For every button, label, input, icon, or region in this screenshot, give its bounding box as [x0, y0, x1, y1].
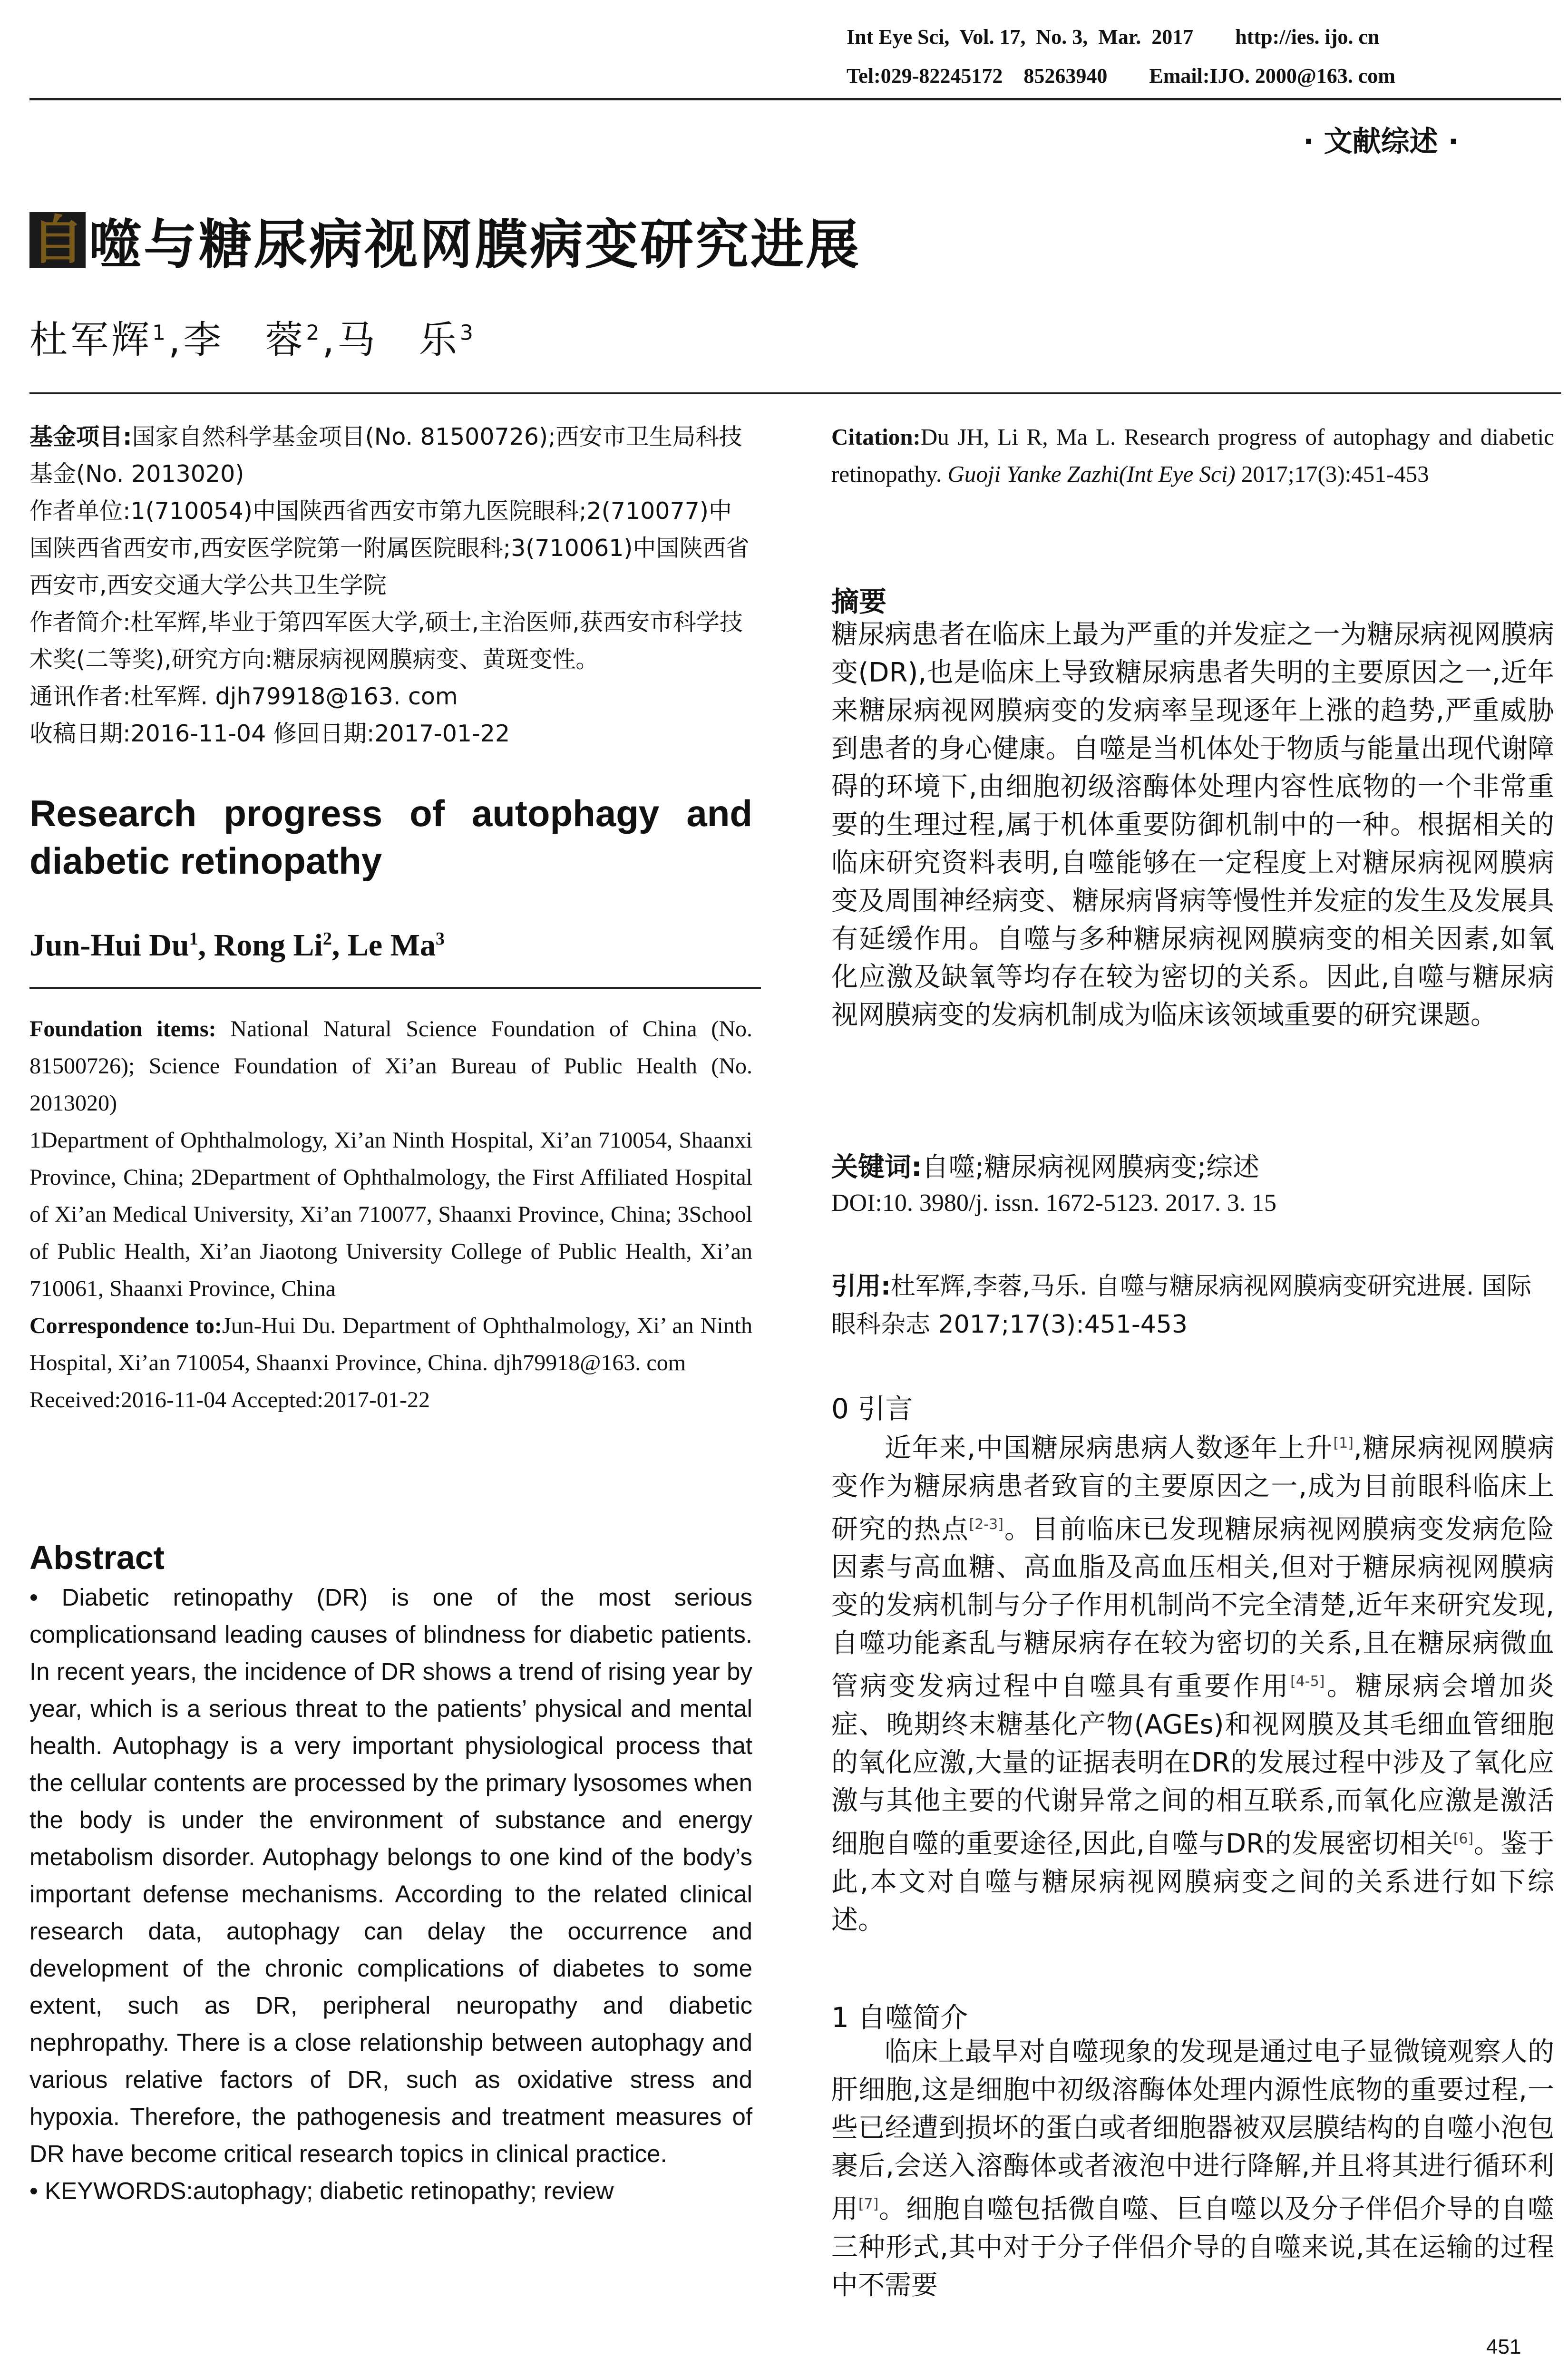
s0-ref-4: [6]: [1453, 1830, 1474, 1847]
keywords-zh-text: 自噬;糖尿病视网膜病变;综述: [922, 1152, 1260, 1183]
s0-ref-3: [4-5]: [1290, 1673, 1325, 1690]
section-1-body: [831, 2033, 1554, 2305]
s1-ref-1: [7]: [858, 2196, 879, 2212]
zhaiyao-heading: 摘要: [831, 585, 887, 618]
bio-label: 作者简介:: [29, 609, 131, 636]
foundation-items-label: Foundation items:: [29, 1016, 216, 1042]
abstract-body: [29, 1579, 752, 2210]
author-en-1-sup: 1: [189, 929, 198, 949]
author-1: 杜军辉: [29, 318, 152, 362]
section-label: · 文献综述 ·: [1303, 125, 1459, 158]
citation-post: 2017;17(3):451-453: [1235, 461, 1429, 487]
title-text: 噬与糖尿病视网膜病变研究进展: [88, 214, 861, 276]
article-title: [29, 205, 861, 276]
authors-zh: [29, 309, 476, 364]
yinyong-label: 引用:: [831, 1272, 891, 1301]
dates-en: Received:2016-11-04 Accepted:2017-01-22: [29, 1387, 430, 1413]
author-en-1: Jun-Hui Du: [29, 928, 189, 963]
s0-text-2: ,糖尿病视网膜病变作为糖尿病患者致盲的主要原因之一,成为目前眼科临床上研究的热点: [831, 1432, 1554, 1545]
section-1-heading: 1 自噬简介: [831, 2001, 968, 2034]
author-1-sup: 1: [152, 321, 168, 345]
citation-pre: Du JH, Li R, Ma L. Research progress of autophagy and diabetic retinopathy.: [831, 424, 1554, 487]
s0-ref-1: [1]: [1333, 1435, 1354, 1452]
foundation-text: 国家自然科学基金项目(No. 81500726);西安市卫生局科技基金(No. 2013020): [29, 423, 742, 487]
authors-rule: [29, 392, 1561, 394]
s0-text-3: 。目前临床已发现糖尿病视网膜病变发病危险因素与高血糖、高血脂及高血压相关,但对于糖尿病视网膜病变的发病机制与分子作用机制尚不完全清楚,近年来研究发现,自噬功能紊乱与糖尿病存在较为密切的关系,且在糖尿病微血管病变发病过程中自噬具有重要作用: [831, 1514, 1554, 1702]
dates-zh: 收稿日期:2016-11-04 修回日期:2017-01-22: [29, 720, 510, 747]
author-en-3-sup: 3: [435, 929, 445, 949]
affiliations-en: 1Department of Ophthalmology, Xi’an Ninth Hospital, Xi’an 710054, Shaanxi Province, China; 2Department of Ophthalmology, the First Affiliated Hospital of Xi’an Medical University, Xi’an 710077, Shaanxi Province, China; 3School of Public Health, Xi’an Jiaotong University College of Public Health, Xi’an 710061, Shaanxi Province, China: [29, 1128, 752, 1301]
author-3-sup: 3: [459, 321, 476, 345]
keywords-zh-label: 关键词:: [831, 1152, 922, 1183]
zhaiyao-body: 糖尿病患者在临床上最为严重的并发症之一为糖尿病视网膜病变(DR),也是临床上导致糖尿病患者失明的主要原因之一,近年来糖尿病视网膜病变的发病率呈现逐年上涨的趋势,严重威胁到患者的身心健康。自噬是当机体处于物质与能量出现代谢障碍的环境下,由细胞初级溶酶体处理内容性底物的一个非常重要的生理过程,属于机体重要防御机制中的一种。根据相关的临床研究资料表明,自噬能够在一定程度上对糖尿病视网膜病变及周围神经病变、糖尿病肾病等慢性并发症的发生及发展具有延缓作用。自噬与多种糖尿病视网膜病变的相关因素,如氧化应激及缺氧等均存在较为密切的关系。因此,自噬与糖尿病视网膜病变的发病机制成为临床该领域重要的研究课题。: [831, 619, 1555, 1031]
correspondence-label: Correspondence to:: [29, 1313, 223, 1338]
page-number: 451: [1486, 2335, 1521, 2358]
corr-text: 杜军辉. djh79918@163. com: [130, 683, 458, 710]
journal-header-line2: Tel:029-82245172 85263940 Email:IJO. 2000@163. com: [847, 64, 1395, 88]
journal-header-line1: Int Eye Sci, Vol. 17, No. 3, Mar. 2017 http://ies. ijo. cn: [847, 25, 1380, 49]
article-info-zh: [29, 419, 752, 752]
author-3: ,马 乐: [322, 318, 460, 362]
s0-ref-2: [2-3]: [969, 1516, 1003, 1533]
s1-text-1: 临床上最早对自噬现象的发现是通过电子显微镜观察人的肝细胞,这是细胞中初级溶酶体处理内源性底物的重要过程,一些已经遭到损坏的蛋白或者细胞器被双层膜结构的自噬小泡包裹后,会送入溶酶体或者液泡中进行降解,并且将其进行循环利用: [831, 2036, 1554, 2225]
abstract-text: • Diabetic retinopathy (DR) is one of the most serious complicationsand leading causes of blindness for diabetic patients. In recent years, the incidence of DR shows a trend of rising year by year, which is a serious threat to the patients’ physical and mental health. Autophagy is a very important physiological process that the cellular contents are processed by the primary lysosomes when the body is under the environment of substance and energy metabolism disorder. Autophagy belongs to one kind of the body’s important defense mechanisms. According to the related clinical research data, autophagy can delay the occurrence and development of the chronic complications of diabetes to some extent, such as DR, peripheral neuropathy and diabetic nephropathy. There is a close relationship between autophagy and various relative factors of DR, such as oxidative stress and hypoxia. Therefore, the pathogenesis and treatment measures of DR have become critical research topics in clinical practice.: [29, 1584, 752, 2167]
keywords-zh: [831, 1149, 1554, 1187]
citation-label: Citation:: [831, 424, 921, 450]
author-2-sup: 2: [306, 321, 322, 345]
authors-en: [29, 927, 445, 964]
yinyong-text: 杜军辉,李蓉,马乐. 自噬与糖尿病视网膜病变研究进展. 国际眼科杂志 2017;17(3):451-453: [831, 1272, 1531, 1339]
title-initial-block: 自: [29, 212, 86, 268]
s1-text-2: 。细胞自噬包括微自噬、巨自噬以及分子伴侣介导的自噬三种形式,其中对于分子伴侣介导的自噬来说,其在运输的过程中不需要: [831, 2193, 1555, 2301]
doi: DOI:10. 3980/j. issn. 1672-5123. 2017. 3. 15: [831, 1189, 1276, 1217]
author-en-2-sup: 2: [322, 929, 332, 949]
english-info-rule: [29, 987, 761, 989]
section-0-body: [831, 1424, 1554, 1939]
bio-text: 杜军辉,毕业于第四军医大学,硕士,主治医师,获西安市科学技术奖(二等奖),研究方向:糖尿病视网膜病变、黄斑变性。: [29, 609, 743, 673]
article-info-en: [29, 1011, 752, 1419]
citation-journal: Guoji Yanke Zazhi(Int Eye Sci): [947, 461, 1236, 487]
s0-text-5: 。鉴于此,本文对自噬与糖尿病视网膜病变之间的关系进行如下综述。: [831, 1828, 1554, 1936]
abstract-heading: Abstract: [29, 1539, 165, 1576]
s0-text-1: 近年来,中国糖尿病患病人数逐年上升: [885, 1432, 1334, 1464]
author-en-3: , Le Ma: [331, 928, 436, 963]
author-2: ,李 蓉: [168, 318, 306, 362]
s0-text-4: 。糖尿病会增加炎症、晚期终末糖基化产物(AGEs)和视网膜及其毛细血管细胞的氧化应激,大量的证据表明在DR的发展过程中涉及了氧化应激与其他主要的代谢异常之间的相互联系,而氧化应激是激活细胞自噬的重要途径,因此,自噬与DR的发展密切相关: [831, 1671, 1555, 1860]
unit-label: 作者单位:: [29, 497, 131, 525]
header-rule: [29, 98, 1561, 100]
yinyong: [831, 1267, 1554, 1344]
corr-label: 通讯作者:: [29, 683, 131, 710]
english-title: Research progress of autophagy and diabetic retinopathy: [29, 792, 752, 882]
unit-text: 1(710054)中国陕西省西安市第九医院眼科;2(710077)中国陕西省西安市,西安医学院第一附属医院眼科;3(710061)中国陕西省西安市,西安交通大学公共卫生学院: [29, 497, 750, 599]
keywords-en: • KEYWORDS:autophagy; diabetic retinopathy; review: [29, 2177, 614, 2204]
section-0-heading: 0 引言: [831, 1393, 913, 1425]
citation: [831, 419, 1554, 493]
author-en-2: , Rong Li: [198, 928, 323, 963]
correspondence-text: Jun-Hui Du. Department of Ophthalmology, Xi’ an Ninth Hospital, Xi’an 710054, Shaanxi Province, China. djh79918@163. com: [29, 1313, 752, 1375]
foundation-label: 基金项目:: [29, 423, 132, 450]
foundation-items-text: National Natural Science Foundation of China (No. 81500726); Science Foundation of Xi’an Bureau of Public Health (No. 2013020): [29, 1016, 752, 1116]
